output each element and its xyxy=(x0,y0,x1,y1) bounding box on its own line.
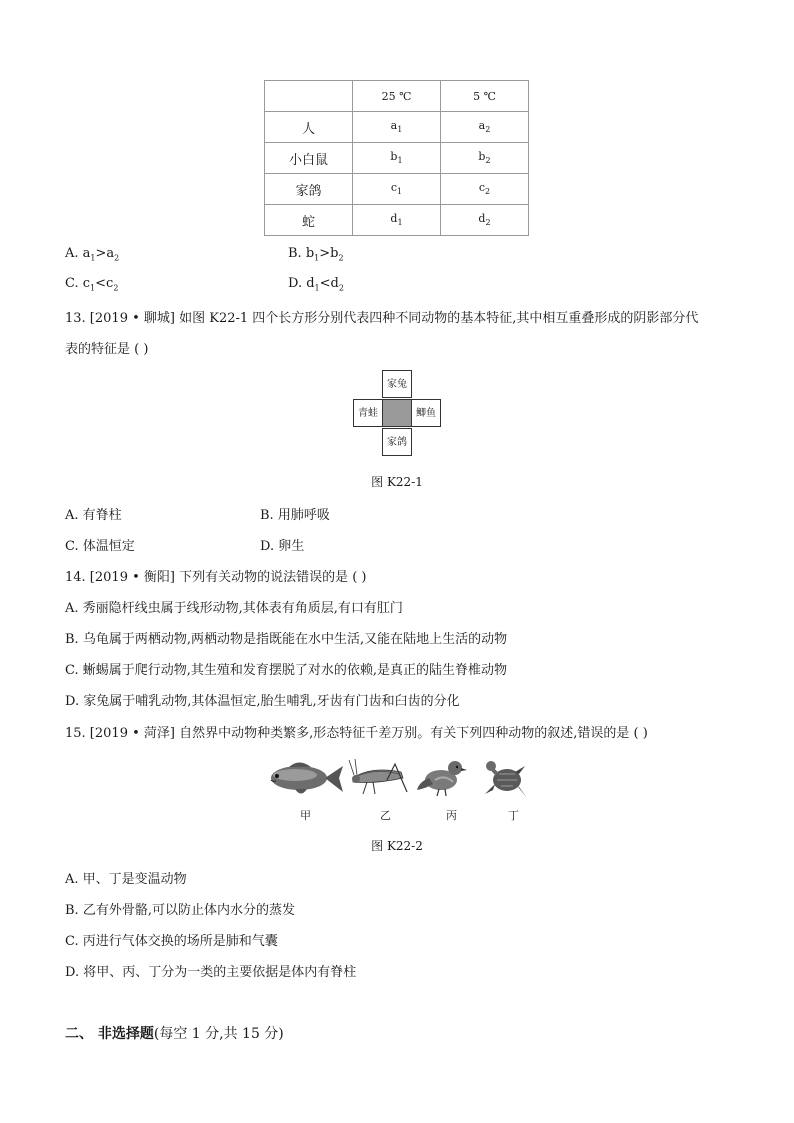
label-yi: 乙 xyxy=(380,809,391,822)
table-row xyxy=(265,205,529,236)
q12-option-d: D. $d_1<d_2$ xyxy=(288,276,344,293)
q12-option-c: C. $c_1<c_2$ xyxy=(65,276,119,293)
row-label: 人 xyxy=(265,112,353,143)
table-cell: $a_2$ xyxy=(441,112,529,143)
q15-option-a: A. 甲、丁是变温动物 xyxy=(65,872,187,887)
section-heading xyxy=(65,1023,284,1043)
figure-caption-k22-1: 图 K22-1 xyxy=(371,475,423,489)
table-header-cell: 25 ℃ xyxy=(353,81,441,112)
diagram-cell-bottom: 家鸽 xyxy=(382,428,412,456)
q14-option-c: C. 蜥蜴属于爬行动物,其生殖和发育摆脱了对水的依赖,是真正的陆生脊椎动物 xyxy=(65,663,508,678)
q13-option-b: B. 用肺呼吸 xyxy=(260,508,330,523)
q13-stem-line1: 13. [2019 • 聊城] 如图 K22-1 四个长方形分别代表四种不同动物的基本特征,其中相互重叠形成的阴影部分代 xyxy=(65,311,699,326)
q14-stem: 14. [2019 • 衡阳] 下列有关动物的说法错误的是 ( ) xyxy=(65,570,367,585)
table-cell: $b_1$ xyxy=(353,143,441,174)
table-cell: $b_2$ xyxy=(441,143,529,174)
label-ding: 丁 xyxy=(508,809,519,822)
q14-option-d: D. 家兔属于哺乳动物,其体温恒定,胎生哺乳,牙齿有门齿和臼齿的分化 xyxy=(65,694,460,709)
section-title: 二、 非选择题 xyxy=(65,1026,154,1042)
grasshopper-image xyxy=(347,756,409,798)
diagram-cell-right: 鲫鱼 xyxy=(411,399,441,427)
q15-option-c: C. 丙进行气体交换的场所是肺和气囊 xyxy=(65,934,278,949)
q13-option-c: C. 体温恒定 xyxy=(65,539,135,554)
q15-stem: 15. [2019 • 菏泽] 自然界中动物种类繁多,形态特征千差万别。有关下列四种动物的叙述,错误的是 ( ) xyxy=(65,726,648,741)
q13-option-a: A. 有脊柱 xyxy=(65,508,122,523)
q13-stem-line2: 表的特征是 ( ) xyxy=(65,342,149,357)
q15-option-d: D. 将甲、丙、丁分为一类的主要依据是体内有脊柱 xyxy=(65,965,357,980)
label-jia: 甲 xyxy=(300,809,311,822)
q14-option-a: A. 秀丽隐杆线虫属于线形动物,其体表有角质层,有口有肛门 xyxy=(65,601,403,616)
temperature-table xyxy=(264,80,529,236)
table-cell: $d_2$ xyxy=(441,205,529,236)
row-label: 家鸽 xyxy=(265,174,353,205)
pigeon-image xyxy=(415,756,469,798)
table-row xyxy=(265,112,529,143)
table-cell: $a_1$ xyxy=(353,112,441,143)
q14-option-b: B. 乌龟属于两栖动物,两栖动物是指既能在水中生活,又能在陆地上生活的动物 xyxy=(65,632,508,647)
q15-option-b: B. 乙有外骨骼,可以防止体内水分的蒸发 xyxy=(65,903,295,918)
table-row xyxy=(265,143,529,174)
q13-option-d: D. 卵生 xyxy=(260,539,305,554)
label-bing: 丙 xyxy=(446,809,457,822)
row-label: 蛇 xyxy=(265,205,353,236)
figure-caption-k22-2: 图 K22-2 xyxy=(371,839,423,853)
q12-option-b: B. $b_1>b_2$ xyxy=(288,246,344,263)
section-note: (每空 1 分,共 15 分) xyxy=(153,1026,284,1042)
table-cell: $d_1$ xyxy=(353,205,441,236)
table-cell: $c_1$ xyxy=(353,174,441,205)
fish-image xyxy=(265,758,345,800)
q12-option-a: A. $a_1>a_2$ xyxy=(65,246,120,263)
diagram-cell-top: 家兔 xyxy=(382,370,412,398)
diagram-cell-left: 青蛙 xyxy=(353,399,383,427)
table-row xyxy=(265,174,529,205)
table-header-row xyxy=(265,81,529,112)
table-cell: $c_2$ xyxy=(441,174,529,205)
diagram-shaded-overlap xyxy=(382,399,412,427)
table-header-cell xyxy=(265,81,353,112)
turtle-image xyxy=(481,758,531,800)
row-label: 小白鼠 xyxy=(265,143,353,174)
table-header-cell: 5 ℃ xyxy=(441,81,529,112)
